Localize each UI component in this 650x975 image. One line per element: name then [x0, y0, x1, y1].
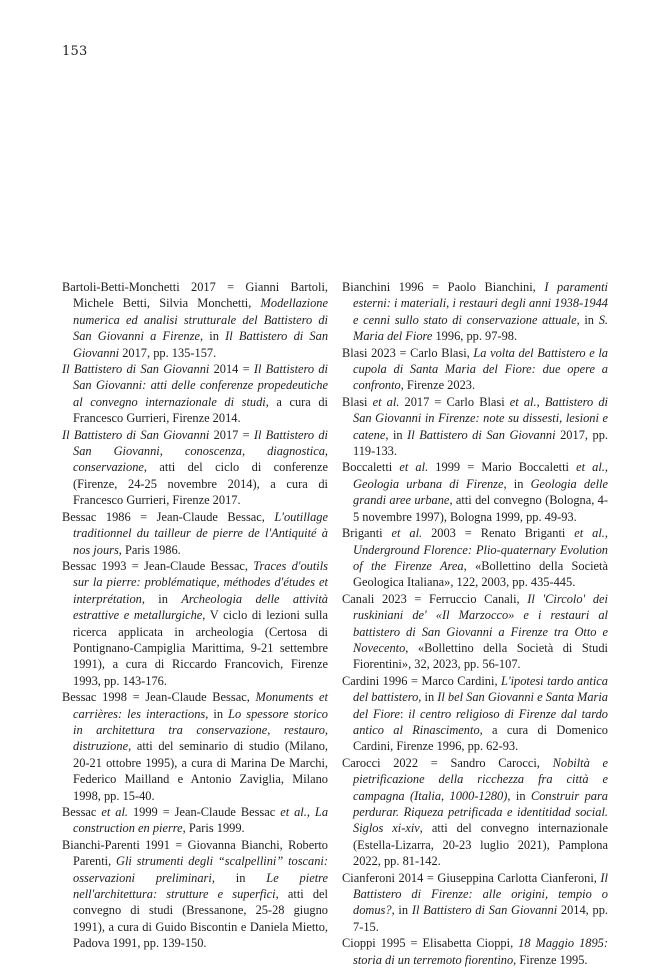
entry-title-italic: Il Battistero di San Giovanni	[411, 903, 558, 918]
entry-text: , atti del convegno (Bologna, 4-5 novembre 1997), Bologna 1999, pp. 49-93.	[353, 493, 608, 524]
entry-text: Cioppi 1995 = Elisabetta Cioppi,	[342, 936, 519, 951]
entry-text: , V ciclo di lezioni sulla ricerca applicata in archeologia (Certosa di Pontignano-Campiglia Marittima, 9-21 settembre 1991), a cura di Riccardo Francovich, Firenze 1993, pp. 143-176.	[73, 608, 328, 688]
entry-text: :	[400, 706, 409, 721]
entry-text: ,	[604, 460, 608, 475]
entry-title-italic: S. Maria del Fiore	[353, 312, 608, 344]
entry-text: , a cura di Domenico Cardini, Firenze 1996, pp. 62-93.	[353, 722, 608, 754]
entry-text: , in	[211, 870, 267, 885]
entry-title-italic: Battistero di San Giovanni in Firenze: note su dissesti, lesioni e catene	[353, 394, 608, 442]
entry-title-italic: Underground Florence: Plio-quaternary Evolution of the Firenze Area	[353, 542, 608, 573]
entry-title-italic: Lo spessore storico in architettura tra conservazione, restauro, distruzione	[73, 706, 329, 754]
entry-title-italic: Gli strumenti degli “scalpellini” toscani: osservazioni preliminari	[73, 854, 328, 885]
entry-text: , in	[576, 312, 599, 327]
entry-text: Bessac 1986 = Jean-Claude Bessac,	[62, 509, 275, 524]
entry-title-italic: Archeologia delle attività estrattive e metallurgiche	[73, 591, 329, 623]
entry-title-italic: Monuments et carrières: les interactions	[73, 690, 328, 721]
entry-title-italic: Il Battistero di San Giovanni	[407, 427, 556, 442]
entry-text: Canali 2023 = Ferruccio Canali,	[342, 591, 528, 606]
entry-title-italic: et al.	[509, 394, 537, 409]
entry-text: Bianchini 1996 = Paolo Bianchini,	[342, 280, 545, 294]
entry-text: , Paris 1986.	[118, 542, 181, 557]
entry-text: , a cura di Francesco Gurrieri, Firenze 2014.	[73, 394, 328, 426]
entry-text: 2014 =	[209, 362, 254, 377]
entry-text: , in	[503, 476, 531, 491]
entry-title-italic: Il 'Circolo' dei ruskiniani de' «Il Marzocco» e i restauri al battistero di San Giovanni a Firenze tra Otto e Novecento	[353, 591, 608, 655]
bibliography-entry	[342, 459, 608, 525]
entry-text: 2017, pp. 135-157.	[119, 345, 217, 360]
entry-text: , Paris 1999.	[182, 821, 245, 836]
entry-text: , atti del convegno internazionale (Estella-Lizarra, 20-23 luglio 2021), Pamplona 2022, pp. 81-142.	[353, 821, 608, 869]
entry-text: , in	[205, 706, 229, 721]
entry-title-italic: Geologia urbana di Firenze	[353, 476, 504, 491]
entry-title-italic: Il Battistero di San Giovanni	[62, 362, 210, 377]
entry-title-italic: Il Battistero di San Giovanni, conoscenza, diagnostica, conservazione	[73, 427, 328, 475]
entry-text: Carocci 2022 = Sandro Carocci,	[342, 755, 553, 770]
bibliography-entry	[342, 345, 608, 394]
entry-title-italic: I paramenti esterni: i materiali, i restauri degli anni 1938-1944 e cenni sullo stato di conservazione attuale	[353, 280, 608, 327]
bibliography-entry	[62, 427, 328, 509]
entry-text: ,	[604, 526, 608, 541]
entry-title-italic: L'outillage traditionnel du tailleur de pierre de l'Antiquité à nos jours	[73, 509, 328, 557]
entry-text: 1999 = Jean-Claude Bessac	[128, 805, 281, 819]
entry-title-italic: Construir para perdurar. Riqueza petrificada e identitidad social. Siglos xi-xiv	[353, 788, 608, 836]
entry-title-italic: et al.	[101, 805, 129, 819]
entry-text: Blasi 2023 = Carlo Blasi,	[342, 345, 474, 360]
entry-text: , in	[391, 903, 412, 918]
entry-text: , in	[199, 329, 226, 344]
entry-title-italic: et al.	[280, 805, 307, 819]
entry-text: , «Bollettino della Società Geologica Italiana», 122, 2003, pp. 435-445.	[353, 558, 608, 590]
bibliography-entry	[342, 755, 608, 870]
bibliography-entry	[342, 525, 608, 591]
entry-title-italic: Geologia delle grandi aree urbane	[353, 476, 608, 508]
bibliography-entry	[342, 394, 608, 460]
entry-text: 1999 = Mario Boccaletti	[428, 460, 577, 475]
bibliography-entry	[342, 935, 608, 968]
entry-text: 2014, pp. 7-15.	[353, 903, 609, 934]
entry-text: Briganti	[342, 526, 392, 541]
entry-text: Bessac 1993 = Jean-Claude Bessac,	[62, 558, 254, 573]
entry-text: 2017 = Carlo Blasi	[399, 394, 510, 409]
entry-title-italic: 18 Maggio 1895: storia di un terremoto fiorentino	[353, 936, 608, 967]
entry-title-italic: et al.	[399, 460, 429, 475]
entry-text: Bessac	[62, 805, 102, 819]
entry-title-italic: Il bel San Giovanni e Santa Maria del Fiore	[353, 690, 608, 721]
entry-title-italic: L'ipotesi tardo antica del battistero	[353, 673, 608, 705]
entry-text: , atti del ciclo di conferenze (Firenze, 24-25 novembre 2014), a cura di Francesco Gurrieri, Firenze 2017.	[73, 460, 328, 508]
entry-text: , atti del convegno di studi (Bressanone, 25-28 giugno 1991), a cura di Guido Biscontin e Daniela Mietto, Padova 1991, pp. 139-150.	[73, 887, 329, 951]
entry-title-italic: et al.	[391, 526, 423, 541]
entry-text: ,	[536, 394, 545, 409]
entry-text: 2017 =	[209, 427, 254, 442]
bibliography-entry	[62, 558, 328, 689]
entry-text: Bessac 1998 = Jean-Claude Bessac,	[62, 690, 256, 705]
bibliography-entry	[62, 361, 328, 427]
entry-text: ,	[306, 805, 315, 819]
entry-title-italic: La volta del Battistero e la cupola di Santa Maria del Fiore: due opere a confronto	[353, 345, 608, 393]
entry-text: Cardini 1996 = Marco Cardini,	[342, 673, 502, 688]
entry-text: , in	[385, 427, 408, 442]
bibliography-column-right	[342, 279, 608, 968]
entry-text: Boccaletti	[342, 460, 400, 475]
entry-text: , atti del seminario di studio (Milano, 20-21 ottobre 1995), a cura di Marina De Marchi, Federico Mailland e Antonio Zaviglia, Milano 1998, pp. 15-40.	[73, 739, 328, 803]
entry-text: , in	[141, 591, 182, 606]
entry-text: Bianchi-Parenti 1991 = Giovanna Bianchi, Roberto Parenti,	[62, 837, 328, 869]
bibliography-entry	[342, 591, 608, 673]
entry-title-italic: Il Battistero di San Giovanni	[73, 329, 329, 360]
entry-text: , «Bollettino della Società di Studi Fiorentini», 32, 2023, pp. 56-107.	[353, 640, 608, 672]
entry-title-italic: Il Battistero di San Giovanni	[62, 427, 210, 442]
entry-title-italic: Le pietre nell'architettura: strutture e superfici	[73, 870, 328, 902]
entry-title-italic: Traces d'outils sur la pierre: problématique, méthodes d'études et interprétation	[73, 558, 328, 606]
entry-title-italic: et al.	[576, 460, 605, 475]
entry-title-italic: La construction en pierre	[73, 805, 329, 836]
entry-text: , Firenze 1995.	[513, 952, 588, 967]
bibliography-entry	[62, 689, 328, 804]
entry-text: , in	[418, 690, 438, 705]
bibliography-entry	[342, 870, 608, 936]
entry-text: Cianferoni 2014 = Giuseppina Carlotta Cianferoni,	[342, 870, 601, 885]
bibliography-entry	[62, 804, 328, 837]
entry-title-italic: Il Battistero di San Giovanni: atti delle conferenze propedeutiche al convegno internazionale di studi	[73, 362, 328, 409]
entry-title-italic: et al.	[574, 526, 605, 541]
page-number: 153	[62, 44, 88, 59]
entry-title-italic: Nobiltà e pietrificazione della ricchezza fra città e campagna (Italia, 1000-1280)	[353, 755, 609, 803]
entry-title-italic: et al.	[372, 394, 400, 409]
bibliography-column-left	[62, 279, 328, 952]
bibliography-entry	[62, 279, 328, 361]
entry-title-italic: il centro religioso di Firenze dal tardo antico al Rinascimento	[353, 706, 608, 737]
entry-title-italic: Il Battistero di Firenze: alle origini, tempio o domus?	[353, 870, 608, 918]
entry-text: Bartoli-Betti-Monchetti 2017 = Gianni Bartoli, Michele Betti, Silvia Monchetti,	[62, 280, 328, 311]
entry-text: , Firenze 2023.	[400, 378, 476, 393]
bibliography-entry	[342, 673, 608, 755]
bibliography-entry	[342, 279, 608, 345]
bibliography-entry	[62, 509, 328, 558]
entry-text: , in	[507, 788, 531, 803]
entry-text: 1996, pp. 97-98.	[432, 329, 518, 344]
bibliography-entry	[62, 837, 328, 952]
entry-title-italic: Modellazione numerica ed analisi strutturale del Battistero di San Giovanni a Firenze	[73, 296, 328, 344]
entry-text: 2017, pp. 119-133.	[353, 427, 608, 459]
entry-text: Blasi	[342, 394, 373, 409]
entry-text: 2003 = Renato Briganti	[422, 526, 575, 541]
